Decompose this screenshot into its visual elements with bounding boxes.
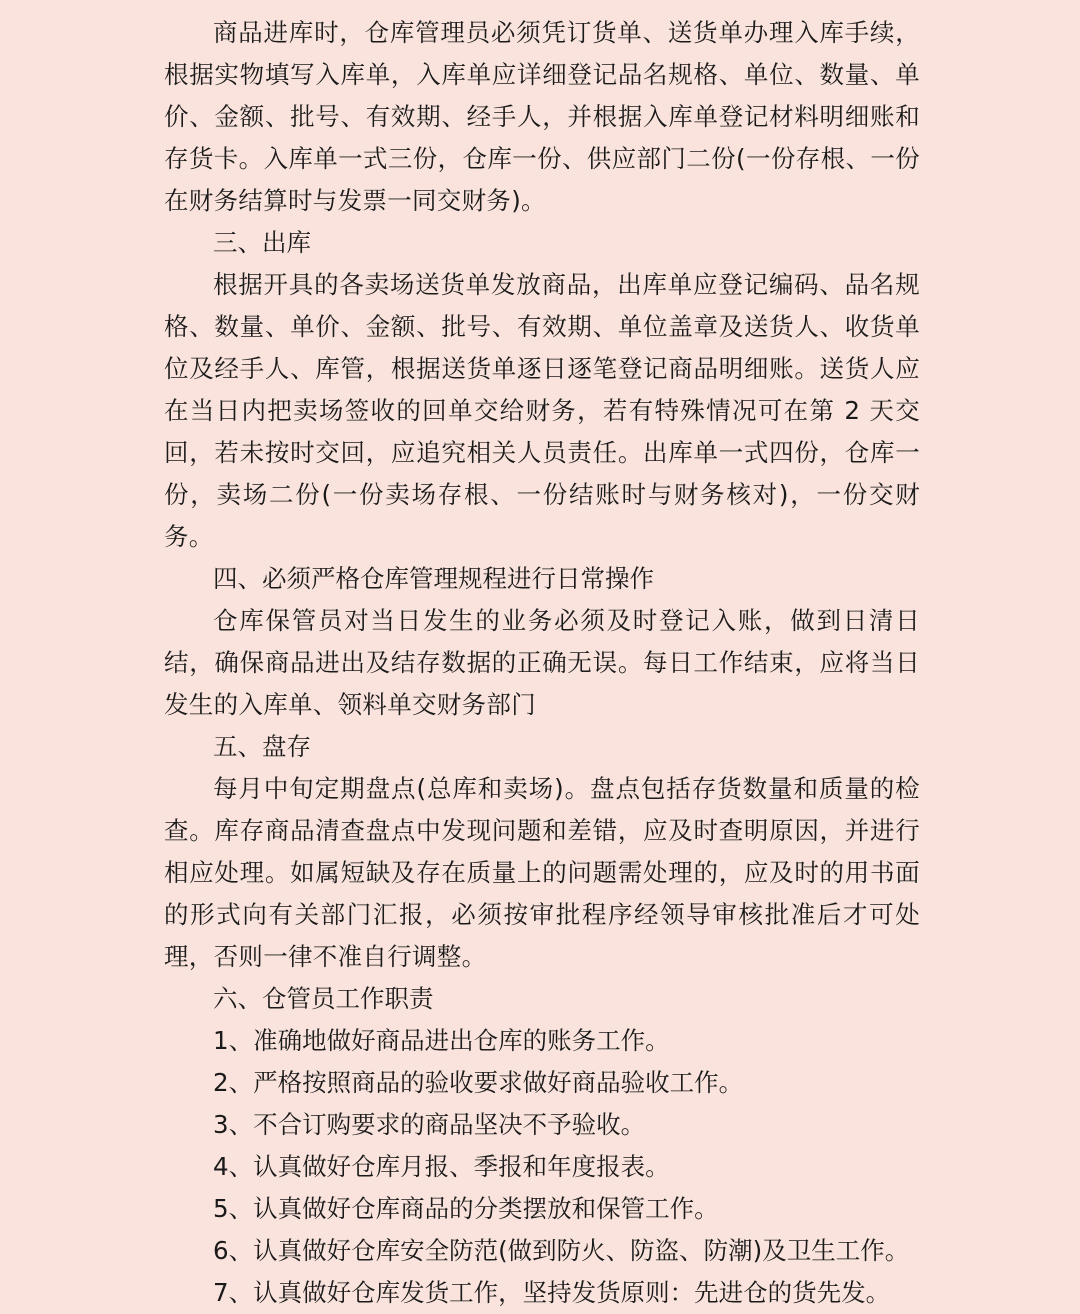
duty-item: 1、准确地做好商品进出仓库的账务工作。 <box>213 1026 670 1055</box>
section-heading-duties: 六、仓管员工作职责 <box>213 984 434 1013</box>
duty-item: 2、严格按照商品的验收要求做好商品验收工作。 <box>213 1068 744 1097</box>
intro-paragraph: 商品进库时，仓库管理员必须凭订货单、送货单办理入库手续，根据实物填写入库单，入库单应详细登记品名规格、单位、数量、单价、金额、批号、有效期、经手人，并根据入库单登记材料明细账和存货卡。入库单一式三份，仓库一份、供应部门二份(一份存根、一份在财务结算时与发票一同交财务)。 <box>164 18 920 215</box>
section-heading-inventory: 五、盘存 <box>213 732 311 761</box>
duty-item: 4、认真做好仓库月报、季报和年度报表。 <box>213 1152 670 1181</box>
section-body-outbound: 根据开具的各卖场送货单发放商品，出库单应登记编码、品名规格、数量、单价、金额、批号、有效期、单位盖章及送货人、收货单位及经手人、库管，根据送货单逐日逐笔登记商品明细账。送货人应在当日内把卖场签收的回单交给财务，若有特殊情况可在第 2 天交回，若未按时交回，应追究相关人员责任。出库单一式四份，仓库一份，卖场二份(一份卖场存根、一份结账时与财务核对)，一份交财务。 <box>164 270 920 551</box>
section-body-inventory: 每月中旬定期盘点(总库和卖场)。盘点包括存货数量和质量的检查。库存商品清查盘点中发现问题和差错，应及时查明原因，并进行相应处理。如属短缺及存在质量上的问题需处理的，应及时的用书面的形式向有关部门汇报，必须按审批程序经领导审核批准后才可处理，否则一律不准自行调整。 <box>164 774 920 971</box>
section-heading-daily-operations: 四、必须严格仓库管理规程进行日常操作 <box>213 564 654 593</box>
duties-list <box>164 1020 920 1314</box>
section-heading-outbound: 三、出库 <box>213 228 311 257</box>
duty-item: 7、认真做好仓库发货工作，坚持发货原则：先进仓的货先发。 <box>213 1278 891 1307</box>
duty-item: 6、认真做好仓库安全防范(做到防火、防盗、防潮)及卫生工作。 <box>213 1236 910 1265</box>
duty-item: 3、不合订购要求的商品坚决不予验收。 <box>213 1110 646 1139</box>
duty-item: 5、认真做好仓库商品的分类摆放和保管工作。 <box>213 1194 719 1223</box>
section-body-daily-operations: 仓库保管员对当日发生的业务必须及时登记入账，做到日清日结，确保商品进出及结存数据的正确无误。每日工作结束，应将当日发生的入库单、领料单交财务部门 <box>164 606 920 719</box>
